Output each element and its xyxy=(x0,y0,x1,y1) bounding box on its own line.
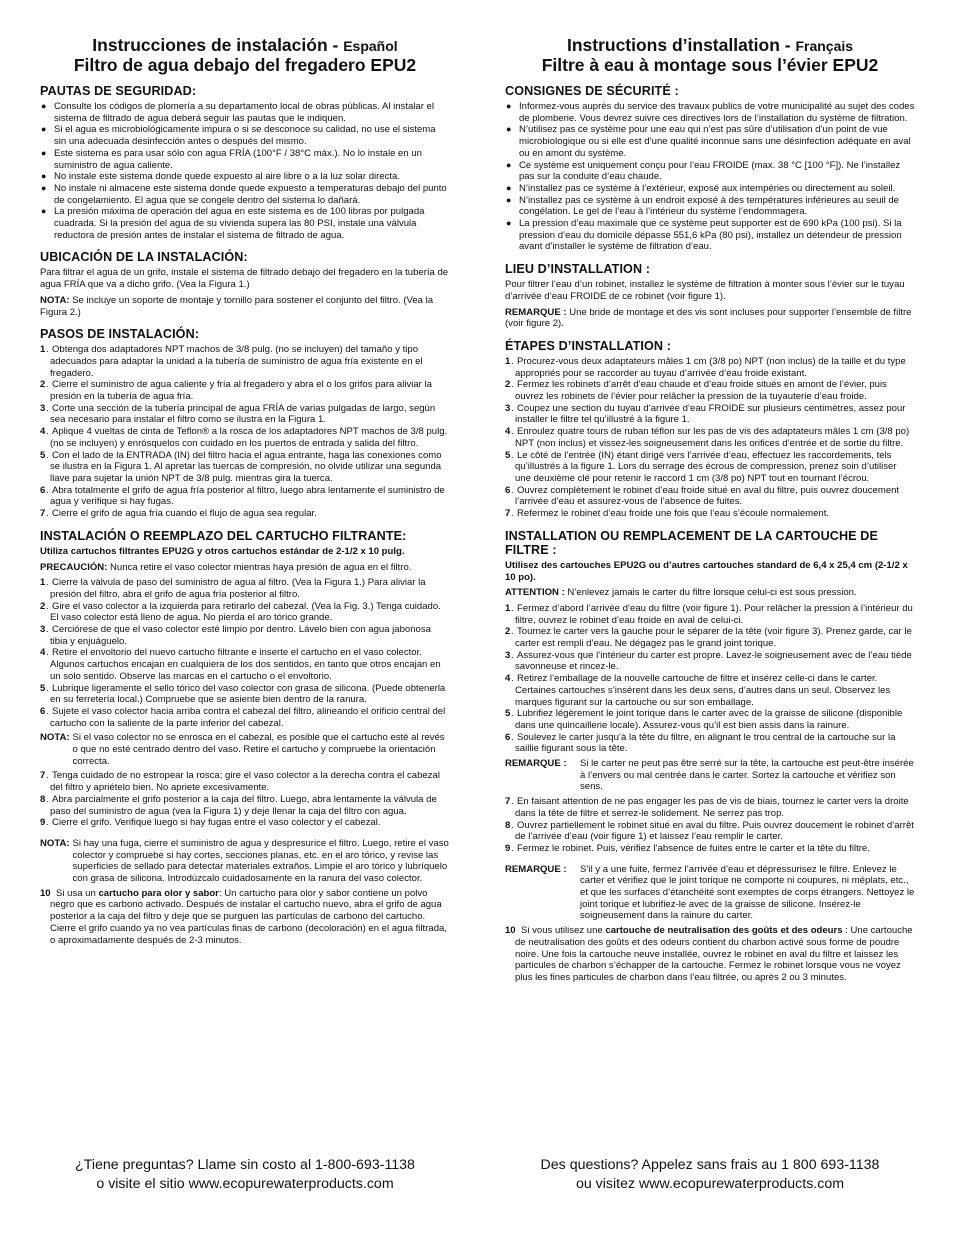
caution-text: PRECAUCIÓN: Nunca retire el vaso colector mientras haya presión de agua en el filtro. xyxy=(40,561,412,573)
caution-text: ATTENTION : N’enlevez jamais le carter du filtre lorsque celui-ci est sous pression. xyxy=(505,587,857,599)
safety-heading: PAUTAS DE SEGURIDAD: xyxy=(40,84,197,98)
step-item: 1 . Cierre la válvula de paso del suministro de agua al filtro. (Vea la Figura 1.) Para aliviar la presión del filtro, abra el grifo de agua fría posterior al filtro. xyxy=(40,577,426,600)
cartridge-subheading: Utilisez des cartouches EPU2G ou d’autres cartouches standard de 6,4 x 25,4 cm (2-1/2 x 10 po). xyxy=(505,559,908,583)
step-item: 9 . Fermez le robinet. Puis, vérifiez l’absence de fuites entre le carter et la tête du filtre. xyxy=(505,842,870,854)
spanish-column xyxy=(40,36,450,946)
safety-item: ● N’utilisez pas ce système pour une eau qui n’est pas sûre d’utilisation d’un point de vue microbiologique ou si elle est d’une qualité inconnue sans une désinfection adéquate en aval ou en amont du système. xyxy=(505,124,915,159)
step-item: 7 . Refermez le robinet d’eau froide une fois que l’eau s’écoule normalement. xyxy=(505,508,830,520)
step-item: 5 . Lubrifiez légèrement le joint torique dans le carter avec de la graisse de silicone (disponible dans une quincaillerie locale). Assurez-vous qu’il est bien assis dans la rainure. xyxy=(505,708,903,731)
step-item: 4 . Aplique 4 vueltas de cinta de Teflon® a la rosca de los adaptadores NPT machos de 3/8 pulg. (no se incluyen) y enrósquelos con cuidado en los puertos de entrada y salida del filtro. xyxy=(40,426,448,449)
safety-item: ● La presión máxima de operación del agua en este sistema es de 100 libras por pulgada cuadrada. Si la presión del agua de su vivienda supera las 80 PSI, instale una válvula reductora de presión antes de instalar el sistema de filtrado de agua. xyxy=(40,206,450,241)
step-item: 8 . Ouvrez partiellement le robinet situé en aval du filtre. Puis ouvrez doucement le robinet d’arrêt de l’arrivée d’eau (voir figure 1) et laissez l’eau remplir le carter. xyxy=(505,819,914,843)
spanish-website-link[interactable]: o visite el sitio www.ecopurewaterproducts.com xyxy=(96,1176,394,1192)
safety-item: ● La pression d’eau maximale que ce système peut supporter est de 690 kPa (100 psi). Si la pression d’eau du domicile dépasse 551,6 kPa (80 psi), installez un détendeur de pression avant d’installer le système de filtration d’eau. xyxy=(505,218,915,253)
french-phone-line: Des questions? Appelez sans frais au 1 800 693-1138 xyxy=(540,1157,880,1173)
french-footer xyxy=(495,1156,925,1194)
step-item: 6 . Ouvrez complètement le robinet d’eau froide situé en aval du filtre, puis ouvrez doucement l’arrivée d’eau et assurez-vous de l’absence de fuites. xyxy=(505,484,900,508)
cartridge-heading: INSTALACIÓN O REEMPLAZO DEL CARTUCHO FILTRANTE: xyxy=(40,528,407,543)
french-website-link[interactable]: ou visitez www.ecopurewaterproducts.com xyxy=(575,1176,845,1192)
steps-heading: PASOS DE INSTALACIÓN: xyxy=(40,327,200,342)
cartridge-heading: INSTALLATION OU REMPLACEMENT DE LA CARTOUCHE DE FILTRE : xyxy=(505,528,878,557)
step-item: 9 . Cierre el grifo. Verifique luego si hay fugas entre el vaso colector y el cabezal. xyxy=(40,817,381,829)
step-item: 1 . Obtenga dos adaptadores NPT machos de 3/8 pulg. (no se incluyen) del tamaño y tipo adecuados para adaptar la unidad a la tubería de suministro de agua fría existente en el fregadero. xyxy=(40,344,423,379)
step-item: 7 . Cierre el grifo de agua fría cuando el flujo de agua sea regular. xyxy=(40,508,317,520)
spanish-title: Instrucciones de instalación - Español Filtro de agua debajo del fregadero EPU2 xyxy=(73,35,417,75)
safety-item: ● No instale este sistema donde quede expuesto al aire libre o a la luz solar directa. xyxy=(40,171,450,183)
location-note: NOTA: Se incluye un soporte de montaje y tornillo para sostener el conjunto del filtro. (Vea la Figura 2.) xyxy=(40,294,434,318)
step-item: 4 . Retire el envoltorio del nuevo cartucho filtrante e inserte el cartucho en el vaso colector. Algunos cartuchos encajan en cualquiera de los dos sentidos, en tanto que otros encajan en un solo sentido. Observe las marcas en el cartucho o el envoltorio. xyxy=(40,647,441,682)
safety-item: ● N’installez pas ce système à l’extérieur, exposé aux intempéries ou directement au soleil. xyxy=(505,183,915,195)
step-item: 3 . Cerciórese de que el vaso colector esté limpio por dentro. Lávelo bien con agua jabonosa tibia y enjuáguelo. xyxy=(40,624,431,647)
location-heading: UBICACIÓN DE LA INSTALACIÓN: xyxy=(40,250,248,265)
cartridge-steps-b xyxy=(505,796,915,855)
step-item: 4 . Retirez l’emballage de la nouvelle cartouche de filtre et insérez celle-ci dans le carter. Certaines cartouches s’insèrent dans les deux sens, d’autres dans un seul. Observez les marques figurant sur la cartouche ou sur son emballage. xyxy=(505,673,891,708)
step-item: 8 . Abra parcialmente el grifo posterior a la caja del filtro. Luego, abra lentamente la válvula de paso del suministro de agua (vea la Figura 1) y deje llenar la caja del filtro con agua. xyxy=(40,793,437,817)
safety-item: ● Consulte los códigos de plomería a su departamento local de obras públicas. Al instalar el sistema de filtrado de agua deberá seguir las pautas que le indiquen. xyxy=(40,101,450,124)
cartridge-step-10: 10 Si usa un cartucho para olor y sabor: Un cartucho para olor y sabor contiene un polvo negro que es carbono activado. Después de instalar el cartucho nuevo, abra el grifo de agua posterior a la caja del filtro y deje que se purguen las partículas de carbono del cartucho. Cierre el grifo cuando ya no vea partículas finas de carbono (decoloración) en el agua filtrada, o aproximadamente después de 2-3 minutos. xyxy=(40,887,447,946)
step-item: 2 . Gire el vaso colector a la izquierda para retirarlo del cabezal. (Vea la Fig. 3.) Tenga cuidado. El vaso colector está lleno de agua. No pierda el aro tórico grande. xyxy=(40,600,441,624)
steps-heading: ÉTAPES D’INSTALLATION : xyxy=(505,338,672,353)
step-item: 3 . Assurez-vous que l’intérieur du carter est propre. Lavez-le soigneusement avec de l’eau tiède savonneuse et rincez-le. xyxy=(505,649,912,673)
french-title: Instructions d’installation - Français Filtre à eau à montage sous l’évier EPU2 xyxy=(541,35,879,75)
safety-heading: CONSIGNES DE SÉCURITÉ : xyxy=(505,84,679,98)
cartridge-note-1: REMARQUE : Si le carter ne peut pas être serré sur la tête, la cartouche est peut-être insérée à l’envers ou mal centrée dans le carter. Sortez la cartouche et vérifiez son sens. xyxy=(505,758,914,793)
spanish-footer xyxy=(30,1156,460,1194)
safety-list xyxy=(505,101,915,253)
safety-item: ● No instale ni almacene este sistema donde quede expuesto a temperaturas debajo del punto de congelamiento. El agua que se congele dentro del sistema lo dañará. xyxy=(40,183,450,206)
location-text: Pour filtrer l’eau d’un robinet, installez le système de filtration à monter sous l’évier sur le tuyau d’arrivée d’eau FROIDE de ce robinet (voir figure 1). xyxy=(505,279,905,302)
cartridge-note-1: NOTA: Si el vaso colector no se enrosca en el cabezal, es posible que el cartucho esté al revés o que no esté centrado dentro del vaso. Retire el cartucho y compruebe la orientación correcta. xyxy=(40,732,445,767)
step-item: 2 . Cierre el suministro de agua caliente y fría al fregadero y abra el o los grifos para aliviar la presión en la tubería de agua fría. xyxy=(40,379,432,403)
cartridge-subheading: Utiliza cartuchos filtrantes EPU2G y otros cartuchos estándar de 2-1/2 x 10 pulg. xyxy=(40,545,405,557)
step-item: 2 . Tournez le carter vers la gauche pour le séparer de la tête (voir figure 3). Prenez garde, car le carter est rempli d’eau. Ne dégagez pas le grand joint torique. xyxy=(505,626,912,650)
french-column xyxy=(505,36,915,984)
step-item: 5 . Con el lado de la ENTRADA (IN) del filtro hacia el agua entrante, haga las conexiones como se ilustra en la Figura 1. Al apretar las tuercas de compresión, no olvide utilizar una segunda llave para sujetar la unión NPT de 3/8 pulg. mientras gira la tuerca. xyxy=(40,449,442,484)
step-item: 7 . En faisant attention de ne pas engager les pas de vis de biais, tournez le carter vers la droite dans la tête de filtre et serrez-le solidement. Ne serrez pas trop. xyxy=(505,796,909,819)
cartridge-steps-a xyxy=(505,603,915,755)
location-heading: LIEU D’INSTALLATION : xyxy=(505,262,651,277)
step-item: 5 . Lubrique ligeramente el sello tórico del vaso colector con grasa de silicona. (Puede obtenerla en su ferretería local.) Compruebe que se asiente bien dentro de la ranura. xyxy=(40,682,446,706)
step-item: 6 . Abra totalmente el grifo de agua fría posterior al filtro, luego abra lentamente el suministro de agua y verifique si hay fugas. xyxy=(40,484,445,508)
location-text: Para filtrar el agua de un grifo, instale el sistema de filtrado debajo del fregadero en la tubería de agua FRÍA que va a dicho grifo. (Vea la Figura 1.) xyxy=(40,267,449,291)
safety-item: ● Informez-vous auprès du service des travaux publics de votre municipalité au sujet des codes de plomberie. Vous devrez suivre ces directives lors de l’installation du système de filtration. xyxy=(505,101,915,124)
step-item: 1 . Fermez d’abord l’arrivée d’eau du filtre (voir figure 1). Pour relâcher la pression à l’intérieur du filtre, ouvrez le robinet d’eau froide en aval de celui-ci. xyxy=(505,602,913,626)
step-item: 1 . Procurez-vous deux adaptateurs mâles 1 cm (3/8 po) NPT (non inclus) de la taille et du type appropriés pour se raccorder au tuyau d’arrivée d’eau froide existant. xyxy=(505,355,906,379)
cartridge-step-10: 10 Si vous utilisez une cartouche de neutralisation des goûts et des odeurs : Une cartouche de neutralisation des goûts et des odeurs contient du charbon activé sous forme de poudre noire. Une fois la cartouche neuve installée, ouvrez le robinet en aval du filtre et laissez les particules de charbon s’échapper de la cartouche. Fermez le robinet lorsque vous ne voyez plus les fines particules de charbon dans l’eau filtrée, ou après 2 ou 3 minutes. xyxy=(505,925,913,983)
install-steps xyxy=(40,344,450,520)
spanish-phone-line: ¿Tiene preguntas? Llame sin costo al 1-800-693-1138 xyxy=(75,1157,415,1173)
location-note: REMARQUE : Une bride de montage et des vis sont incluses pour supporter l’ensemble de filtre (voir figure 2). xyxy=(505,306,912,330)
step-item: 3 . Corte una sección de la tubería principal de agua FRÍA de varias pulgadas de largo, según sea necesario para instalar el filtro como se ilustra en la Figura 1. xyxy=(40,402,436,426)
install-steps xyxy=(505,356,915,520)
safety-item: ● N’installez pas ce système à un endroit exposé à des températures inférieures au seuil de congélation. Le gel de l’eau à l’intérieur du système l’endommagera. xyxy=(505,195,915,218)
step-item: 6 . Soulevez le carter jusqu’à la tête du filtre, en alignant le trou central de la cartouche sur la saillie figurant sous la tête. xyxy=(505,731,896,755)
step-item: 3 . Coupez une section du tuyau d’arrivée d’eau FROIDE sur plusieurs centimètres, assez pour installer le filtre tel qu’illustré à la figure 1. xyxy=(505,402,906,426)
step-item: 5 . Le côté de l’entrée (IN) étant dirigé vers l’arrivée d’eau, effectuez les raccordements, tels qu’illustrés à la figure 1. Lors du serrage des écrous de compression, prenez soin d’utiliser une deuxième clé pour retenir le raccord 1 cm (3/8 po) NPT tout en tournant l’écrou. xyxy=(505,449,897,484)
cartridge-note-2: NOTA: Si hay una fuga, cierre el suministro de agua y despresurice el filtro. Luego, retire el vaso colector y compruebe si hay cortes, secciones planas, etc. en el aro tórico, y revise las superficies de sellado para detectar materiales extraños. Limpie el aro tórico y lubríquelo con grasa de silicona. Introdúzcalo cuidadosamente en la ranura del vaso colector. xyxy=(40,837,449,885)
step-item: 7 . Tenga cuidado de no estropear la rosca; gire el vaso colector a la derecha contra el cabezal del filtro y apriételo bien. No apriete excesivamente. xyxy=(40,770,440,794)
cartridge-steps-a xyxy=(40,577,450,729)
safety-item: ● Este sistema es para usar sólo con agua FRÍA (100°F / 38°C máx.). No lo instale en un suministro de agua caliente. xyxy=(40,148,450,171)
safety-list xyxy=(40,101,450,241)
step-item: 6 . Sujete el vaso colector hacia arriba contra el cabezal del filtro, alineando el orificio central del cartucho con la saliente de la parte inferior del cabezal. xyxy=(40,705,446,729)
cartridge-note-2: REMARQUE : S’il y a une fuite, fermez l’arrivée d’eau et dépressurisez le filtre. Enlevez le carter et vérifiez que le joint torique ne comporte ni coupures, ni méplats, etc., et que les surfaces d’étanchéité sont exemptes de corps étrangers. Nettoyez le joint torique et lubrifiez-le avec de la graisse de silicone. Insérez-le soigneusement dans la rainure du carter. xyxy=(505,863,915,922)
cartridge-steps-b xyxy=(40,770,450,829)
safety-item: ● Si el agua es microbiológicamente impura o si se desconoce su calidad, no use el sistema sin una adecuada desinfección antes o después del mismo. xyxy=(40,124,450,147)
safety-item: ● Ce système est uniquement conçu pour l’eau FROIDE (max. 38 °C [100 °F]). Ne l’installez pas sur la conduite d’eau chaude. xyxy=(505,160,915,183)
step-item: 2 . Fermez les robinets d’arrêt d’eau chaude et d’eau froide situés en amont de l’évier, puis ouvrez les robinets de l’évier pour relâcher la pression de la tuyauterie d’eau froide. xyxy=(505,379,887,403)
step-item: 4 . Enroulez quatre tours de ruban téflon sur les pas de vis des adaptateurs mâles 1 cm (3/8 po) NPT (non inclus) et vissez-les soigneusement dans les orifices d’entrée et de sortie du filtre. xyxy=(505,426,910,449)
